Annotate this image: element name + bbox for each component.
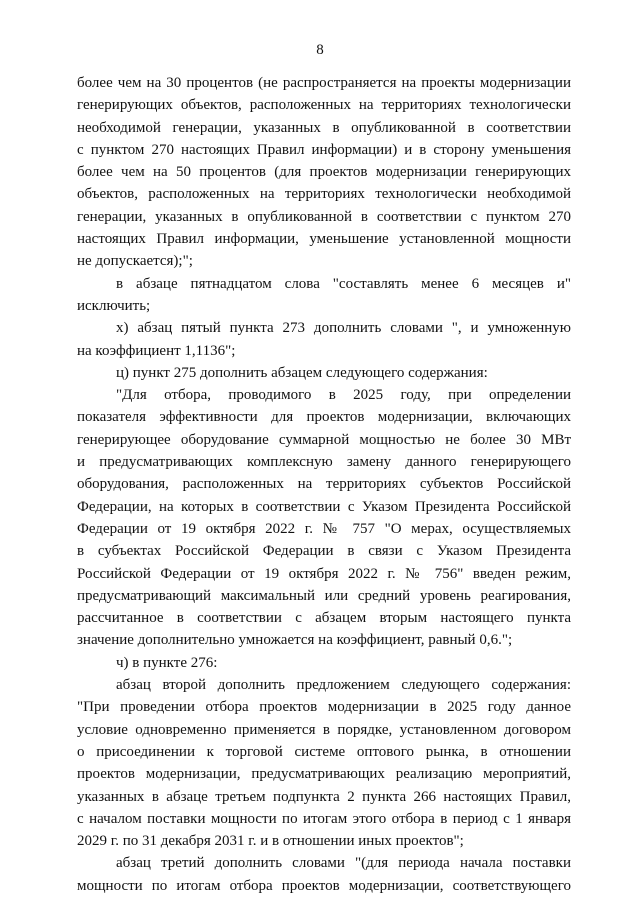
text-line: настоящих Правил информации, уменьшение установленной мощности (77, 231, 571, 248)
text-line: 2029 г. по 31 декабря 2031 г. и в отношении иных проектов"; (77, 833, 464, 850)
text-line: предусматривающий максимальный или средний уровень реагирования, (77, 587, 571, 604)
text-line: и предусматривающих комплексную замену данного генерирующего (77, 454, 571, 471)
text-line: условие одновременно применяется в порядке, установленном договором (77, 721, 571, 738)
text-line: ц) пункт 275 дополнить абзацем следующего содержания: (116, 364, 488, 381)
text-line: абзац третий дополнить словами "(для периода начала поставки (116, 855, 571, 872)
page-number: 8 (316, 42, 324, 58)
text-line: более чем на 30 процентов (не распространяется на проекты модернизации (77, 75, 571, 91)
text-line: генерирующих объектов, расположенных на территориях технологически (77, 97, 571, 114)
text-line: Федерации от 19 октября 2022 г. № 757 "О мерах, осуществляемых (77, 520, 571, 537)
text-line: х) абзац пятый пункта 273 дополнить словами ", и умноженную (116, 320, 571, 337)
text-line: необходимой генерации, указанных в опубликованной в соответствии (77, 119, 571, 136)
text-line: оборудования, расположенных на территориях субъектов Российской (77, 476, 571, 493)
text-line: с началом поставки мощности по итогам этого отбора в период с 1 января (77, 810, 571, 827)
text-line: значение дополнительно умножается на коэффициент, равный 0,6."; (77, 632, 513, 649)
text-line: более чем на 50 процентов (для проектов модернизации генерирующих (77, 164, 571, 181)
text-line: не допускается);"; (77, 253, 193, 270)
text-line: в субъектах Российской Федерации в связи с Указом Президента (77, 543, 571, 560)
text-line: о присоединении к торговой системе оптового рынка, в отношении (77, 743, 571, 760)
text-line: указанных в абзаце третьем подпункта 2 пункта 266 настоящих Правил, (77, 788, 571, 805)
text-line: мощности по итогам отбора проектов модернизации, соответствующего (77, 877, 571, 894)
text-line: на коэффициент 1,1136"; (77, 342, 236, 359)
text-line: Российской Федерации от 19 октября 2022 г. № 756" введен режим, (77, 565, 571, 582)
text-line: "При проведении отбора проектов модернизации в 2025 году данное (77, 699, 571, 716)
text-line: ч) в пункте 276: (116, 654, 218, 671)
text-line: генерирующее оборудование суммарной мощностью не более 30 МВт (77, 431, 571, 448)
text-line: "Для отбора, проводимого в 2025 году, при определении (116, 387, 571, 404)
document-body (77, 72, 571, 897)
text-line: объектов, расположенных на территориях технологически необходимой (77, 186, 571, 203)
text-line: проектов модернизации, предусматривающих реализацию мероприятий, (77, 766, 571, 783)
text-line: с пунктом 270 настоящих Правил информации) и в сторону уменьшения (77, 141, 571, 158)
text-line: Федерации, на которых в соответствии с Указом Президента Российской (77, 498, 571, 515)
text-line: исключить; (77, 297, 151, 314)
text-line: в абзаце пятнадцатом слова "составлять менее 6 месяцев и" (116, 275, 571, 292)
text-line: абзац второй дополнить предложением следующего содержания: (116, 677, 571, 694)
text-line: генерации, указанных в опубликованной в соответствии с пунктом 270 (77, 208, 571, 225)
text-line: показателя эффективности для проектов модернизации, включающих (77, 409, 571, 426)
text-line: рассчитанное в соответствии с абзацем вторым настоящего пункта (77, 610, 571, 627)
